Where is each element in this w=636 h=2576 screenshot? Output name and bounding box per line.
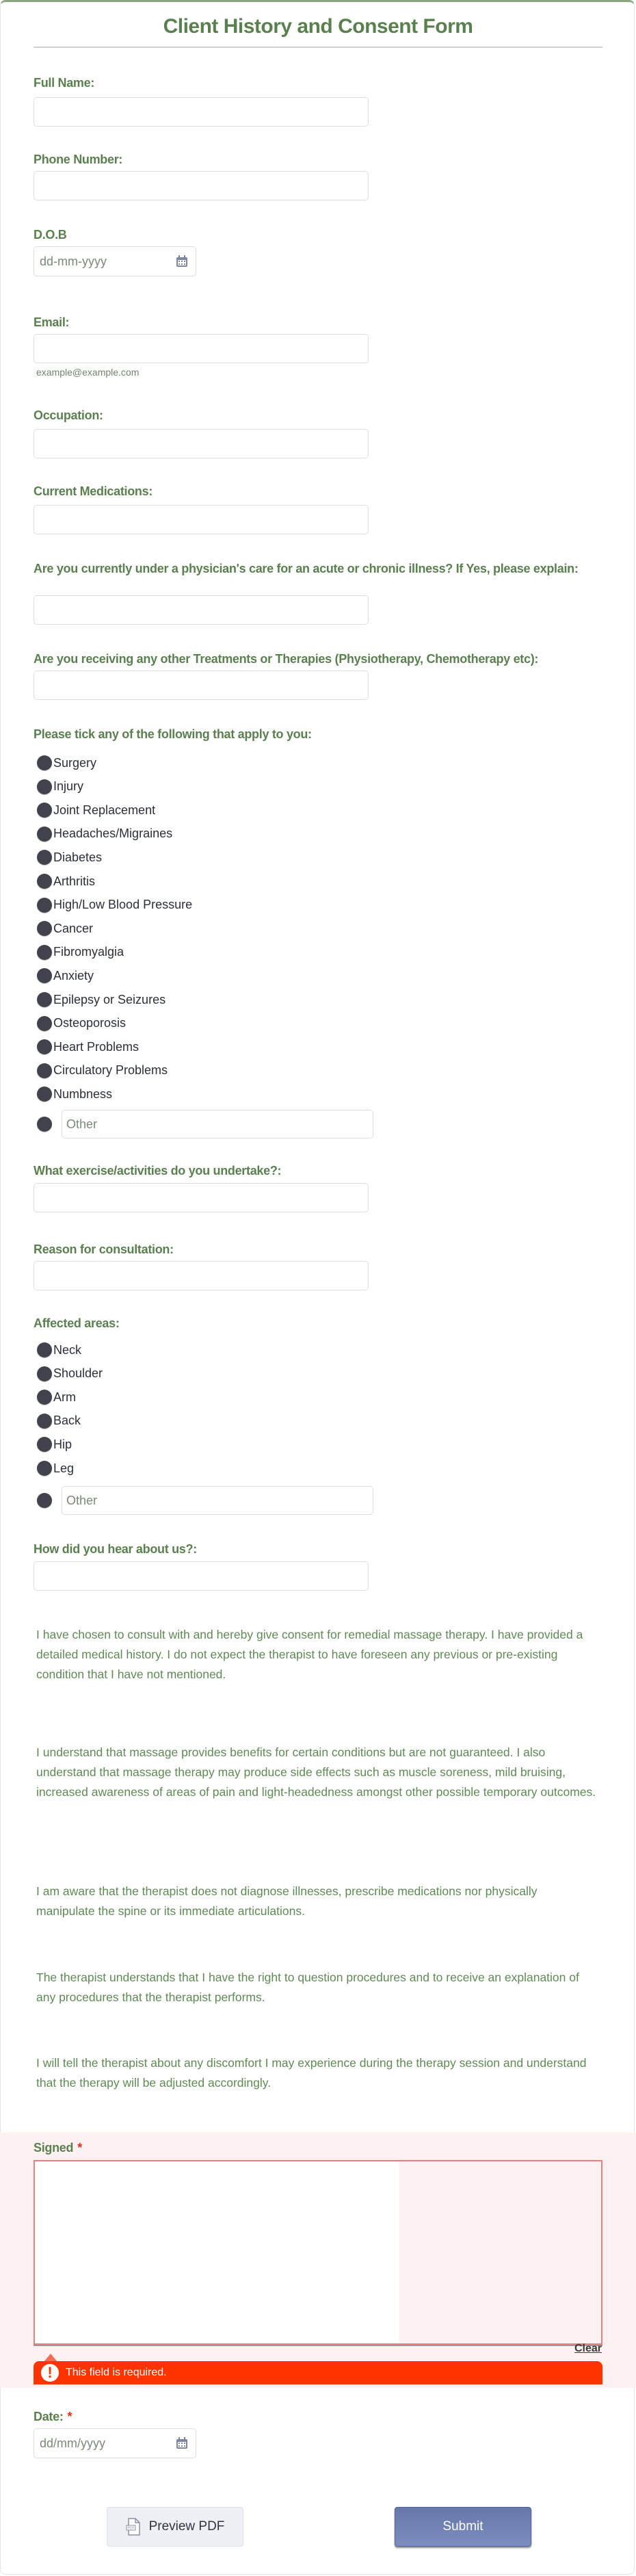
option-label: Injury (53, 779, 84, 794)
preview-pdf-label: Preview PDF (148, 2519, 225, 2534)
option-label: High/Low Blood Pressure (53, 898, 193, 912)
condition-option[interactable] (37, 873, 95, 889)
hear-input[interactable] (34, 1561, 369, 1591)
option-label: Osteoporosis (53, 1016, 127, 1030)
reason-input[interactable] (34, 1261, 369, 1290)
option-label: Arm (53, 1390, 76, 1404)
radio-button[interactable] (37, 779, 52, 794)
physician-label: Are you currently under a physician's care for an acute or chronic illness? If Yes, please explain: (34, 562, 579, 575)
alert-icon: ! (41, 2364, 59, 2382)
option-label: Leg (53, 1461, 75, 1475)
option-label: Surgery (53, 755, 97, 770)
form-title: Client History and Consent Form (163, 15, 473, 38)
date-placeholder: dd/mm/yyyy (40, 2436, 106, 2450)
conditions-label: Please tick any of the following that apply to you: (34, 727, 312, 741)
option-label: Heart Problems (53, 1039, 140, 1054)
signed-label (34, 2140, 601, 2155)
option-label: Joint Replacement (53, 803, 156, 817)
clear-signature-link[interactable]: Clear (574, 2343, 602, 2354)
email-input[interactable] (34, 334, 369, 363)
date-label (34, 2409, 601, 2424)
radio-button[interactable] (37, 1039, 52, 1054)
full-name-input[interactable] (34, 97, 369, 127)
error-text: This field is required. (66, 2367, 167, 2378)
radio-button[interactable] (37, 1414, 52, 1429)
conditions-other[interactable] (37, 1110, 373, 1139)
radio-button[interactable] (37, 945, 52, 960)
occupation-label: Occupation: (34, 408, 103, 422)
treatments-input[interactable] (34, 671, 369, 700)
radio-button[interactable] (37, 1366, 52, 1381)
radio-button[interactable] (37, 921, 52, 936)
svg-text:PDF: PDF (127, 2526, 135, 2531)
area-option[interactable] (37, 1342, 81, 1358)
condition-option[interactable] (37, 1063, 168, 1079)
area-option[interactable] (37, 1436, 72, 1453)
preview-pdf-button[interactable] (107, 2507, 243, 2547)
condition-option[interactable] (37, 849, 102, 866)
reason-label: Reason for consultation: (34, 1243, 174, 1256)
option-label: Fibromyalgia (53, 945, 124, 959)
option-label: Cancer (53, 921, 94, 935)
hear-label: How did you hear about us?: (34, 1542, 197, 1556)
consent-paragraph: I am aware that the therapist does not diagnose illnesses, prescribe medications nor physically manipulate the spine or its immediate articulations. (36, 1884, 538, 1918)
radio-button[interactable] (37, 850, 52, 865)
radio-button[interactable] (37, 1437, 52, 1452)
phone-input[interactable] (34, 171, 369, 200)
consent-paragraph: I understand that massage provides benefits for certain conditions but are not guaranteed. I also understand that massage therapy may produce side effects such as muscle soreness, mild bruising, increased awareness of areas of pain and light-headedness amongst other possible temporary outcomes. (36, 1745, 596, 1799)
radio-button[interactable] (37, 755, 52, 770)
consent-paragraph: The therapist understands that I have the right to question procedures and to receive an explanation of any procedures that the therapist performs. (36, 1970, 579, 2004)
condition-option[interactable] (37, 897, 192, 913)
required-mark: * (67, 2410, 72, 2423)
option-label: Anxiety (53, 968, 94, 983)
full-name-label: Full Name: (34, 76, 95, 90)
condition-option[interactable] (37, 755, 96, 771)
calendar-icon[interactable] (175, 2436, 189, 2450)
condition-option[interactable] (37, 1015, 126, 1032)
date-label-text: Date: (34, 2410, 64, 2423)
condition-option[interactable] (37, 1039, 139, 1055)
option-label: Neck (53, 1342, 82, 1357)
condition-option[interactable] (37, 991, 165, 1008)
calendar-icon[interactable] (175, 255, 189, 268)
radio-button[interactable] (37, 1461, 52, 1476)
email-hint: example@example.com (36, 367, 140, 378)
occupation-input[interactable] (34, 429, 369, 458)
radio-button[interactable] (37, 898, 52, 913)
condition-option[interactable] (37, 920, 93, 937)
option-label: Hip (53, 1437, 72, 1451)
exercise-input[interactable] (34, 1183, 369, 1212)
radio-button[interactable] (37, 992, 52, 1007)
conditions-other-input[interactable]: Other (62, 1110, 373, 1139)
condition-option[interactable] (37, 967, 94, 984)
radio-other[interactable] (37, 1493, 52, 1508)
areas-label: Affected areas: (34, 1316, 120, 1330)
consent-paragraph: I will tell the therapist about any discomfort I may experience during the therapy session and understand that the therapy will be adjusted accordingly. (36, 2056, 587, 2090)
option-label: Shoulder (53, 1366, 103, 1381)
area-option[interactable] (37, 1389, 76, 1405)
error-message (34, 2361, 602, 2384)
dob-label: D.O.B (34, 228, 67, 242)
signed-label-text: Signed (34, 2141, 74, 2155)
radio-button[interactable] (37, 1342, 52, 1357)
medications-input[interactable] (34, 505, 369, 534)
email-label: Email: (34, 315, 70, 329)
condition-option[interactable] (37, 779, 83, 795)
area-option[interactable] (37, 1366, 103, 1382)
option-label: Diabetes (53, 850, 103, 864)
condition-option[interactable] (37, 802, 155, 818)
radio-button[interactable] (37, 874, 52, 889)
radio-button[interactable] (37, 1087, 52, 1102)
exercise-label: What exercise/activities do you undertake?: (34, 1164, 282, 1178)
option-label: Epilepsy or Seizures (53, 992, 166, 1006)
radio-button[interactable] (37, 827, 52, 842)
medications-label: Current Medications: (34, 484, 153, 498)
areas-other[interactable] (37, 1486, 373, 1515)
areas-other-input[interactable]: Other (62, 1486, 373, 1515)
option-label: Headaches/Migraines (53, 827, 173, 841)
required-mark: * (77, 2141, 82, 2155)
option-label: Numbness (53, 1087, 113, 1101)
radio-button[interactable] (37, 803, 52, 818)
phone-label: Phone Number: (34, 153, 123, 166)
radio-button[interactable] (37, 1390, 52, 1405)
condition-option[interactable] (37, 944, 124, 961)
condition-option[interactable] (37, 1086, 112, 1102)
option-label: Back (53, 1414, 81, 1428)
area-option[interactable] (37, 1413, 81, 1429)
title-divider (34, 47, 602, 48)
radio-button[interactable] (37, 1063, 52, 1078)
signature-pad[interactable] (34, 2160, 602, 2345)
physician-input[interactable] (34, 595, 369, 625)
pdf-icon (126, 2518, 141, 2536)
treatments-label: Are you receiving any other Treatments or Therapies (Physiotherapy, Chemotherapy etc): (34, 652, 539, 666)
submit-button[interactable]: Submit (395, 2507, 531, 2547)
date-input[interactable] (34, 2428, 196, 2458)
option-label: Arthritis (53, 874, 96, 888)
condition-option[interactable] (37, 826, 172, 842)
consent-paragraph: I have chosen to consult with and hereby give consent for remedial massage therapy. I have provided a detailed medical history. I do not expect the therapist to have foreseen any previous or pre-existing condition that I have not mentioned. (36, 1628, 583, 1681)
dob-placeholder: dd-mm-yyyy (40, 255, 107, 268)
option-label: Circulatory Problems (53, 1063, 168, 1078)
dob-input[interactable] (34, 246, 196, 276)
area-option[interactable] (37, 1460, 74, 1476)
radio-other[interactable] (37, 1117, 52, 1132)
radio-button[interactable] (37, 1016, 52, 1031)
radio-button[interactable] (37, 968, 52, 983)
